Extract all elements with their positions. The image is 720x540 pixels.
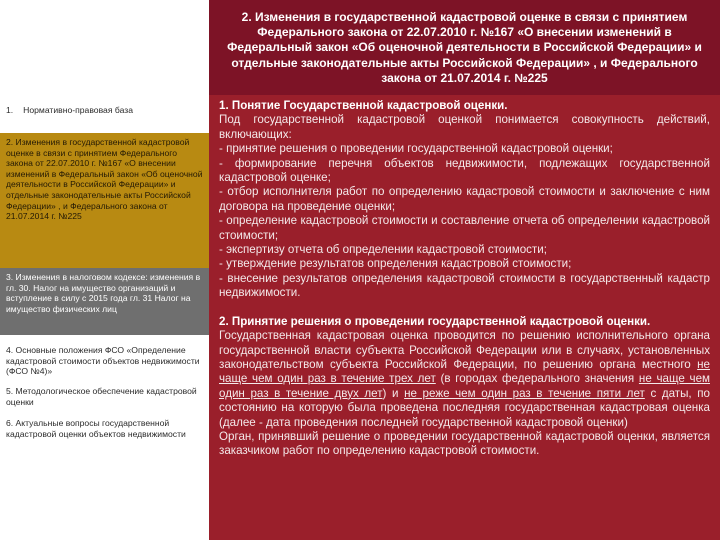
list-item: - формирование перечня объектов недвижимости, подлежащих государственной кадастровой оценке; (219, 156, 710, 185)
frequency-5-years: не реже чем один раз в течение пяти лет (404, 386, 645, 400)
list-item: - принятие решения о проведении государственной кадастровой оценки; (219, 142, 613, 156)
sidebar-item-methodology[interactable]: 5. Методологическое обеспечение кадастровой оценки (0, 382, 209, 411)
sidebar (0, 95, 209, 540)
sidebar-item-tax-code[interactable]: 3. Изменения в налоговом кодексе: изменения в гл. 30. Налог на имущество организаций и вступление в силу с 2015 года гл. 31 Налог на имущество физических лиц (0, 268, 209, 335)
spacer (219, 301, 710, 315)
sidebar-item-cadastral-changes[interactable]: 2. Изменения в государственной кадастровой оценке в связи с принятием Федерального закона от 22.07.2010 г. №167 «О внесении изменений в Федеральный закон «Об оценочной деятельности в Российской Федерации» и отдельные законодательные акты Российской Федерации» , и Федерального закона от 21.07.2014 г. №225 (0, 133, 209, 268)
section2-closing: Орган, принявший решение о проведении государственной кадастровой оценки, является заказчиком работ по определению кадастровой стоимости. (219, 429, 710, 458)
sidebar-item-label: Нормативно-правовая база (23, 105, 134, 115)
section1-heading: 1. Понятие Государственной кадастровой оценки. (219, 99, 508, 112)
frequency-2-years: не чаще чем один раз в течение двух лет (219, 372, 710, 400)
section2-heading: 2. Принятие решения о проведении государственной кадастровой оценки. (219, 314, 651, 328)
page-title: 2. Изменения в государственной кадастровой оценке в связи с принятием Федерального закона от 22.07.2010 г. №167 «О внесении изменений в Федеральный закон «Об оценочной деятельности в Российской Федерации» и отдельные законодательные акты Российской Федерации» , и Федерального закона от 21.07.2014 г. №225 (209, 0, 720, 95)
sidebar-item-legal-framework[interactable]: 1. Нормативно-правовая база (0, 101, 209, 120)
section2-body: Государственная кадастровая оценка проводится по решению исполнительного органа государственной власти субъекта Российской Федерации или в случаях, установленных законодательством субъекта Российской Федерации, по решению органа местного не чаще чем один раз в течение трех лет (в городах федерального значения не чаще чем один раз в течение двух лет) и не реже чем один раз в течение пяти лет с даты, по состоянию на которую была проведена последняя государственная кадастровая оценка (далее - дата проведения последней государственной кадастровой оценки) (219, 329, 710, 429)
list-item: - утверждение результатов определения кадастровой стоимости; (219, 257, 572, 271)
sidebar-item-fso4[interactable]: 4. Основные положения ФСО «Определение кадастровой стоимости объектов недвижимости (ФСО №4)» (0, 341, 209, 381)
section1-intro: Под государственной кадастровой оценкой понимается совокупность действий, включающих: (219, 113, 710, 141)
content-panel (209, 95, 720, 540)
list-item: - отбор исполнителя работ по определению кадастровой стоимости и заключение с ним договора на проведение оценки; (219, 185, 710, 213)
list-item: - внесение результатов определения кадастровой стоимости в государственный кадастр недвижимости. (219, 271, 710, 300)
frequency-3-years: не чаще чем один раз в течение трех лет (219, 357, 710, 386)
list-item: - экспертизу отчета об определении кадастровой стоимости; (219, 243, 547, 257)
sidebar-item-current-issues[interactable]: 6. Актуальные вопросы государственной кадастровой оценки объектов недвижимости (0, 414, 209, 443)
list-item: - определение кадастровой стоимости и составление отчета об определении кадастровой стоимости; (219, 214, 710, 242)
